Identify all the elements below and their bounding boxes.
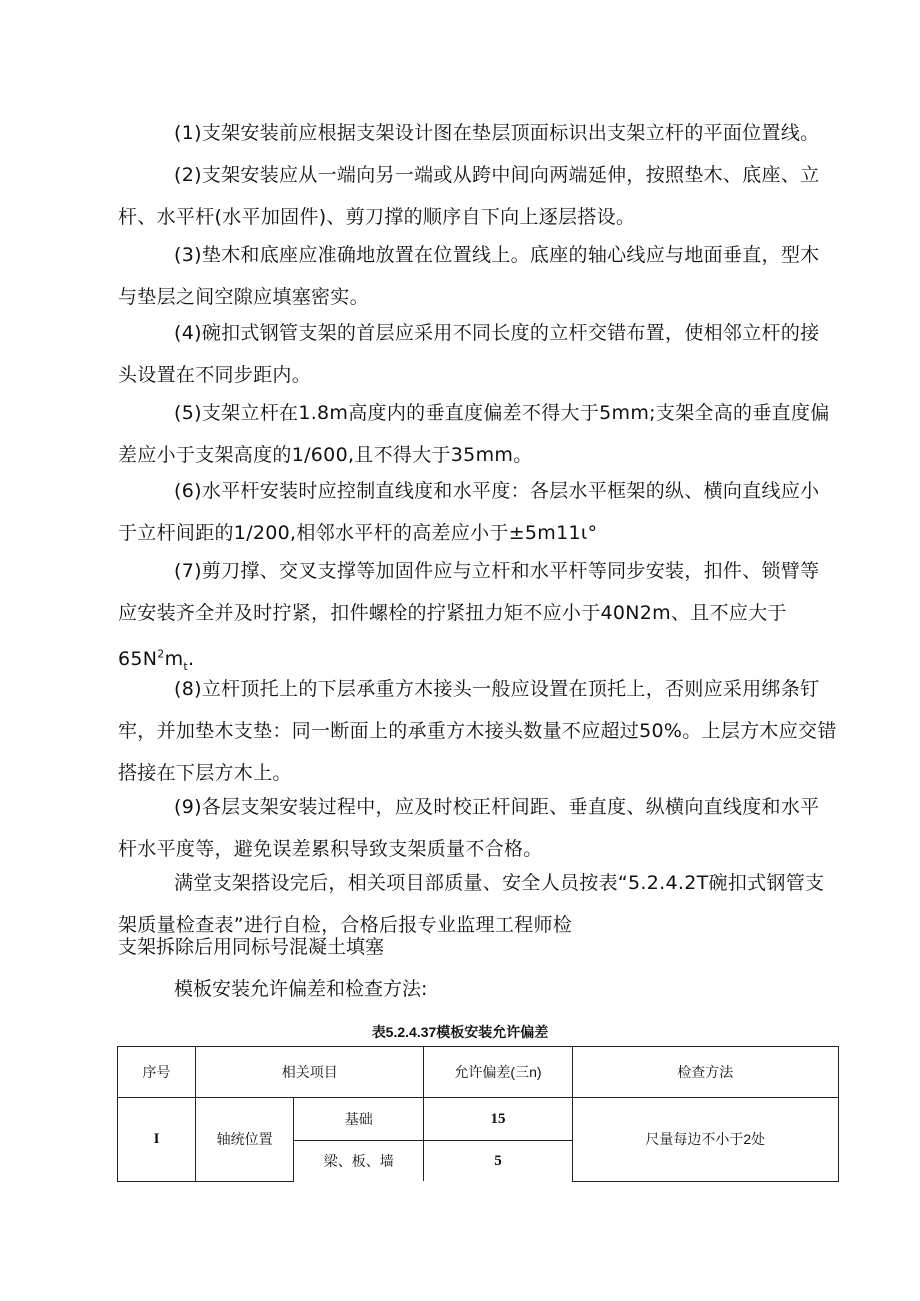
header-item: 相关项目 [196,1047,424,1098]
paragraph-2: (2)支架安装应从一端向另一端或从跨中间向两端延伸，按照垫木、底座、立杆、水平杆(水平加固件)、剪刀撑的顺序自下向上逐层搭设。 [118,164,820,228]
paragraph-4: (4)碗扣式钢管支架的首层应采用不同长度的立杆交错布置，使相邻立杆的接头设置在不同步距内。 [118,322,820,386]
table-header-row [118,1047,839,1098]
header-tolerance: 允许偏差(三n) [424,1047,572,1098]
paragraph-6: (6)水平杆安装时应控制直线度和水平度：各层水平框架的纵、横向直线应小于立杆间距的1/200,相邻水平杆的高差应小于±5m11ι° [118,480,820,544]
paragraph-5: (5)支架立杆在1.8m高度内的垂直度偏差不得大于5mm;支架全高的垂直度偏差应小于支架高度的1/600,且不得大于35mm。 [118,402,830,466]
paragraph-7-tail: $65N^2m_t$. [118,648,195,674]
paragraph-9: (9)各层支架安装过程中，应及时校正杆间距、垂直度、纵横向直线度和水平杆水平度等，避免误差累积导致支架质量不合格。 [118,796,820,860]
cell-item: 轴统位置 [196,1098,294,1182]
cell-row-no: I [118,1098,196,1182]
table-caption: 表5.2.4.37模板安装允许偏差 [371,1024,549,1040]
line-methods: 模板安装允许偏差和检查方法: [174,978,428,1000]
tolerance-table [117,1046,839,1182]
table-row [118,1098,839,1141]
paragraph-3: (3)垫木和底座应准确地放置在位置线上。底座的轴心线应与地面垂直，型木与垫层之间空隙应填塞密实。 [118,244,820,308]
line-fill: 支架拆除后用同标号混凝土填塞 [118,936,385,958]
paragraph-inspection: 满堂支架搭设完后，相关项目部质量、安全人员按表“5.2.4.2T碗扣式钢管支架质量检查表”进行自检，合格后报专业监理工程师检 [118,872,825,936]
cell-value-2: 5 [424,1141,572,1182]
header-no: 序号 [118,1047,196,1098]
header-method: 检查方法 [572,1047,838,1098]
cell-sub-item-1: 基础 [294,1098,424,1141]
cell-sub-item-2: 梁、板、墙 [294,1141,424,1182]
paragraph-1: (1)支架安装前应根据支架设计图在垫层顶面标识出支架立杆的平面位置线。 [174,122,820,144]
cell-method: 尺量每边不小于2处 [572,1098,838,1182]
cell-value-1: 15 [424,1098,572,1141]
paragraph-8: (8)立杆顶托上的下层承重方木接头一般应设置在顶托上，否则应采用绑条钉牢，并加垫木支垫：同一断面上的承重方木接头数量不应超过50%。上层方木应交错搭接在下层方木上。 [118,678,837,784]
paragraph-7-main: (7)剪刀撑、交叉支撑等加固件应与立杆和水平杆等同步安装，扣件、锁臂等应安装齐全并及时拧紧，扣件螺栓的拧紧扭力矩不应小于40N2m、且不应大于 [118,560,820,624]
